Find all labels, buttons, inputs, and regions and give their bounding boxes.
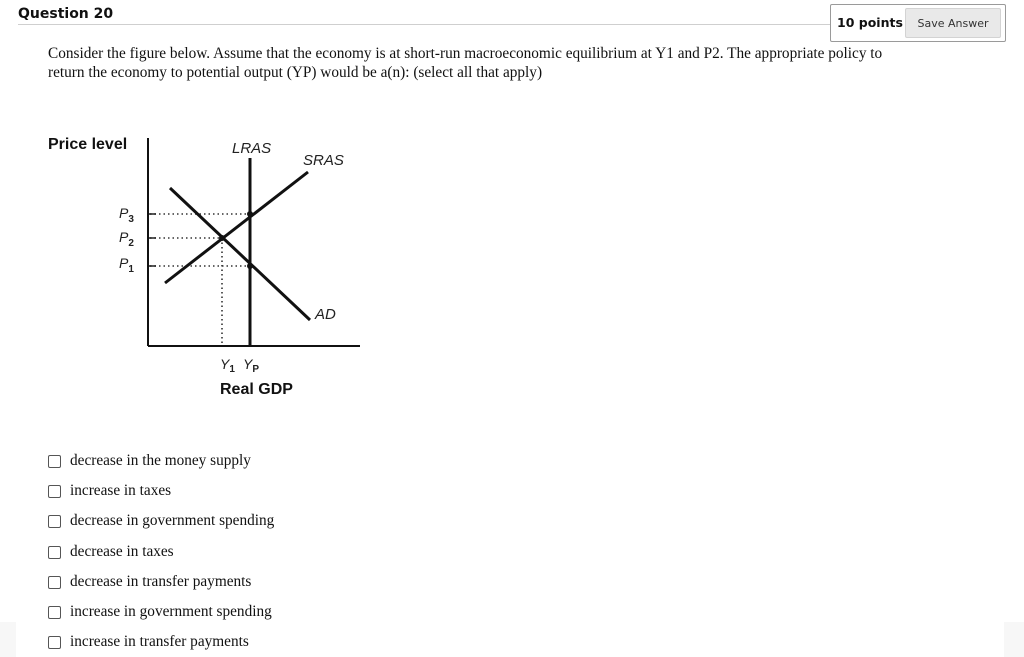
point-yp-p1 xyxy=(247,263,253,269)
option-decrease-government-spending[interactable] xyxy=(48,510,274,532)
option-label: increase in transfer payments xyxy=(70,633,249,650)
option-label: increase in taxes xyxy=(70,482,172,499)
checkbox[interactable] xyxy=(48,515,61,528)
ad-curve xyxy=(170,188,310,320)
option-increase-taxes[interactable] xyxy=(48,480,171,502)
prompt-line-1: Consider the figure below. Assume that the economy is at short-run macroeconomic equilibrium at Y1 and P2. The appropriate policy to xyxy=(48,45,883,62)
sras-label: SRAS xyxy=(303,152,344,169)
question-title: Question 20 xyxy=(18,6,114,22)
real-gdp-label: Real GDP xyxy=(220,381,293,398)
y1-label: $Y_1$ xyxy=(220,356,235,375)
header-divider xyxy=(18,24,830,25)
lras-label: LRAS xyxy=(232,140,272,157)
option-label: decrease in taxes xyxy=(70,543,174,560)
points-label: 10 points xyxy=(837,15,903,30)
question-prompt xyxy=(48,44,968,82)
p1-label: $P_1$ xyxy=(119,255,134,275)
checkbox[interactable] xyxy=(48,455,61,468)
checkbox[interactable] xyxy=(48,546,61,559)
option-label: increase in government spending xyxy=(70,603,272,620)
option-label: decrease in government spending xyxy=(70,512,275,529)
option-decrease-transfer-payments[interactable] xyxy=(48,571,251,593)
yp-label: $Y_P$ xyxy=(243,356,260,375)
option-decrease-taxes[interactable] xyxy=(48,541,174,563)
as-ad-diagram xyxy=(40,128,380,408)
as-ad-figure xyxy=(40,128,380,408)
option-increase-government-spending[interactable] xyxy=(48,601,272,623)
p2-label: $P_2$ xyxy=(119,229,134,249)
option-label: decrease in transfer payments xyxy=(70,573,252,590)
page-edge-left xyxy=(0,622,16,657)
option-label: decrease in the money supply xyxy=(70,452,251,469)
point-yp-p3 xyxy=(247,211,253,217)
p3-label: $P_3$ xyxy=(119,205,134,225)
save-answer-button[interactable]: Save Answer xyxy=(905,8,1001,38)
checkbox[interactable] xyxy=(48,576,61,589)
checkbox[interactable] xyxy=(48,636,61,649)
ad-label: AD xyxy=(315,306,336,323)
prompt-line-2: return the economy to potential output (YP) would be a(n): (select all that apply) xyxy=(48,64,543,81)
option-increase-transfer-payments[interactable] xyxy=(48,631,249,653)
checkbox[interactable] xyxy=(48,485,61,498)
page-edge-right xyxy=(1004,622,1024,657)
equilibrium-point-y1-p2 xyxy=(219,235,225,241)
checkbox[interactable] xyxy=(48,606,61,619)
points-panel xyxy=(830,4,1006,42)
option-decrease-money-supply[interactable] xyxy=(48,450,251,472)
price-level-label: Price level xyxy=(48,136,128,153)
